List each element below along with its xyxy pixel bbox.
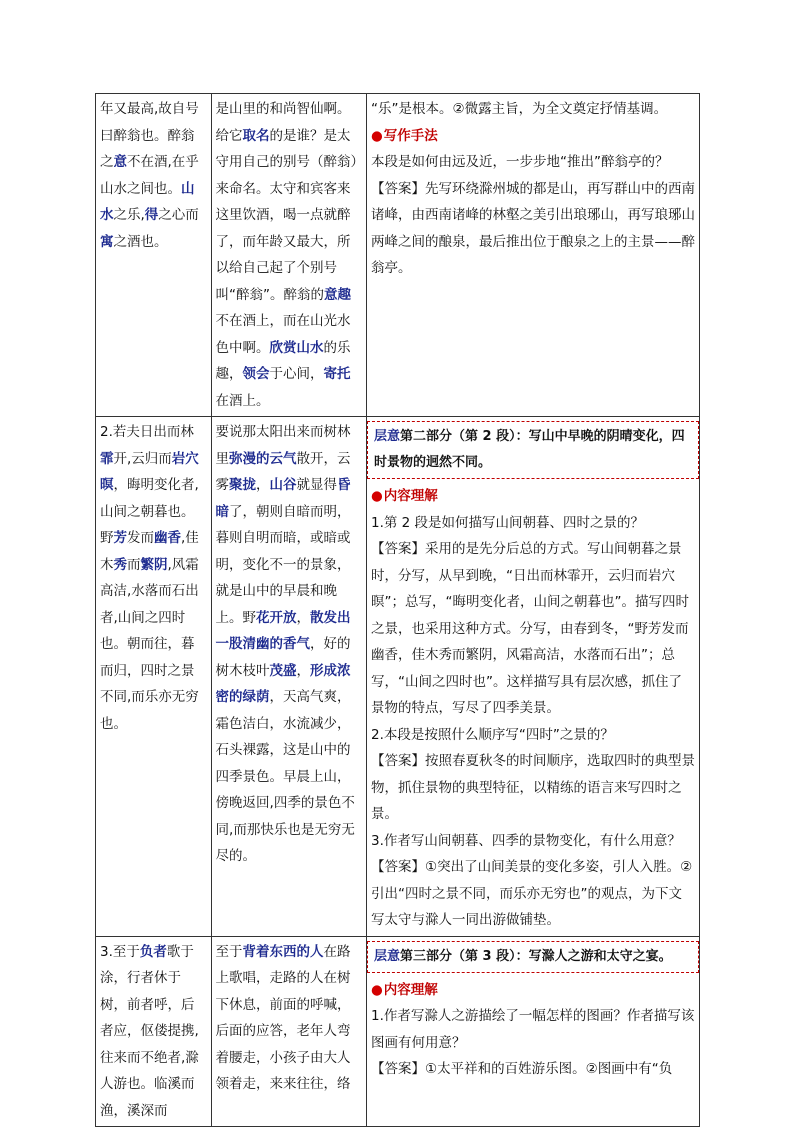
answer-text: 【答案】①突出了山间美景的变化多姿，引人入胜。②引出“四时之景不同，而乐亦无穷也”的观点，为下文写太守与滁人一同出游做铺垫。 [371,859,693,928]
keyword-text: 负者 [139,943,167,960]
bullet-icon: ● [371,127,383,144]
keyword-text: 山谷 [269,477,297,493]
keyword-text: 寓 [100,233,114,250]
bullet-icon: ● [371,981,383,998]
translation-cell [211,936,366,1127]
question-text: 1.第 2 段是如何描写山间朝暮、四时之景的？ [371,514,645,531]
original-text-cell [96,417,212,937]
lesson-table [95,93,700,1127]
text-segment: 而 [127,556,141,573]
table-row [96,936,700,1127]
text-segment: ， [296,662,311,679]
text-segment: ,佳木 [100,530,199,573]
text-segment: 2.若夫日出而林 [100,424,194,440]
text-segment: ,风霜高洁,水落而石出者,山间之四时也。朝而往，暮而归，四时之景不同,而乐亦无穷也。 [100,556,199,732]
keyword-text: 秀 [113,556,127,573]
text-segment: ， [296,609,311,626]
keyword-text: 欣赏山水 [269,339,324,356]
text-segment: 就显得 [296,477,338,493]
text-segment: ， [256,477,270,493]
table-row [96,94,700,417]
keyword-text: 岩穴暝 [100,450,199,493]
keyword-text: 取名 [242,127,270,144]
bullet-icon: ● [371,488,383,504]
text-segment: 至于 [215,943,243,960]
text-segment: 3.至于 [100,943,140,960]
text-segment: 不在酒上，而在山光水色中啊。 [215,313,351,356]
keyword-text: 寄托 [323,366,351,382]
text-segment: 要说那太阳出来而树林里 [215,424,351,467]
original-text-cell [96,936,212,1127]
text-segment: ，晦明变化者,山间之朝暮也。野 [100,477,199,546]
text-segment: 发而 [127,530,154,546]
keyword-text: 幽香 [154,530,181,546]
answer-text: 【答案】按照春夏秋冬的时间顺序，选取四时的典型景物，抓住景物的典型特征，以精练的语言来写四时之景。 [371,753,695,822]
keyword-text: 芳 [113,530,127,546]
analysis-cell [367,936,700,1127]
text-segment: 了，朝则自暗而明，暮则自明而暗，或暗或明，变化不一的景象，就是山中的早晨和晚上。野 [215,503,351,626]
question-text: 2.本段是按照什么顺序写“四时”之景的？ [371,726,614,743]
text-segment: 之心而 [158,207,199,223]
text-segment: 散开，云雾 [215,450,351,493]
table-row [96,417,700,937]
keyword-text: 意 [113,154,127,170]
keyword-text: 茂盛 [269,662,297,679]
question-text: 3.作者写山间朝暮、四季的景物变化，有什么用意？ [371,832,681,849]
answer-text: 【答案】①太平祥和的百姓游乐图。②图画中有“负 [371,1061,673,1077]
keyword-text: 背着东西的人 [242,943,324,960]
text-segment: ，天高气爽，霜色洁白，水流减少，石头裸露，这是山中的四季景色。早晨上山，傍晚返回,四季的景色不同,而那快乐也是无穷无尽的。 [215,689,355,864]
section-heading: ●写作手法 [371,127,438,144]
keyword-text: 弥漫的云气 [229,450,297,467]
text-segment: ，好的树木枝叶 [215,636,351,679]
layer-meaning-box: 层意第二部分（第 2 段）：写山中早晚的阴晴变化，四时景物的迥然不同。 [367,421,699,479]
text-segment: 的乐趣， [215,339,351,382]
section-heading: ●内容理解 [371,488,438,504]
text-segment: 歌于涂，行者休于树，前者呼，后者应，伛偻提携,往来而不绝者,滁人游也。临溪而渔，溪深而 [100,943,199,1119]
text-segment: 之酒也。 [113,233,168,250]
keyword-text: 得 [144,207,159,223]
text-segment: 于心间， [269,366,324,382]
layer-meaning-box: 层意第三部分（第 3 段）：写滁人之游和太守之宴。 [367,941,699,973]
original-text-cell [96,94,212,417]
analysis-cell [367,94,700,417]
text-segment: 开,云归而 [113,450,172,467]
text-segment: 年又最高,故自号曰醉翁也。醉翁之 [100,101,199,170]
analysis-cell [367,417,700,937]
text-segment: 在酒上。 [215,392,270,409]
keyword-text: 形成浓密的绿荫 [215,662,351,705]
keyword-text: 花开放 [256,609,297,626]
text-segment: 在路上歌唱，走路的人在树下休息，前面的呼喊，后面的应答，老年人弯着腰走，小孩子由大人领着走，来来往往，络 [215,943,351,1092]
translation-cell [211,94,366,417]
answer-text: 【答案】采用的是先分后总的方式。写山间朝暮之景时，分写，从早到晚，“日出而林霏开，云归而岩穴暝”；总写，“晦明变化者，山间之朝暮也”。描写四时之景，也采用这种方式。分写，由春到冬，“野芳发而幽香，佳木秀而繁阴，风霜高洁，水落而石出”；总写，“山间之四时也”。这样描写具有层次感，抓住了景物的特点，写尽了四季美景。 [371,541,689,716]
analysis-line: “乐”是根本。②微露主旨，为全文奠定抒情基调。 [371,101,668,117]
text-segment: 的是谁？是太守用自己的别号（醉翁）来命名。太守和宾客来这里饮酒，喝一点就醉了，而年龄又最大，所以给自己起了个别号叫“醉翁”。醉翁的 [215,127,358,303]
keyword-text: 意趣 [324,286,352,303]
question-text: 本段是如何由远及近，一步步地“推出”醉翁亭的？ [371,154,669,170]
text-segment: 之乐, [113,207,145,223]
answer-text: 【答案】先写环绕滁州城的都是山，再写群山中的西南诸峰，由西南诸峰的林壑之美引出琅琊山，再写琅琊山两峰之间的酿泉，最后推出位于酿泉之上的主景——醉翁亭。 [371,180,695,276]
keyword-text: 聚拢 [229,477,257,493]
keyword-text: 山水 [100,180,195,223]
keyword-text: 散发出一股清幽的香气 [215,609,351,652]
keyword-text: 领会 [242,366,270,382]
keyword-text: 昏暗 [215,477,351,520]
question-text: 1.作者写滁人之游描绘了一幅怎样的图画？作者描写该图画有何用意？ [371,1008,695,1051]
text-segment: 不在酒,在乎山水之间也。 [100,154,199,197]
text-segment: 是山里的和尚智仙啊。给它 [215,101,351,144]
keyword-text: 繁阴 [140,556,168,573]
section-heading: ●内容理解 [371,981,438,998]
translation-cell [211,417,366,937]
keyword-text: 霏 [100,450,114,467]
